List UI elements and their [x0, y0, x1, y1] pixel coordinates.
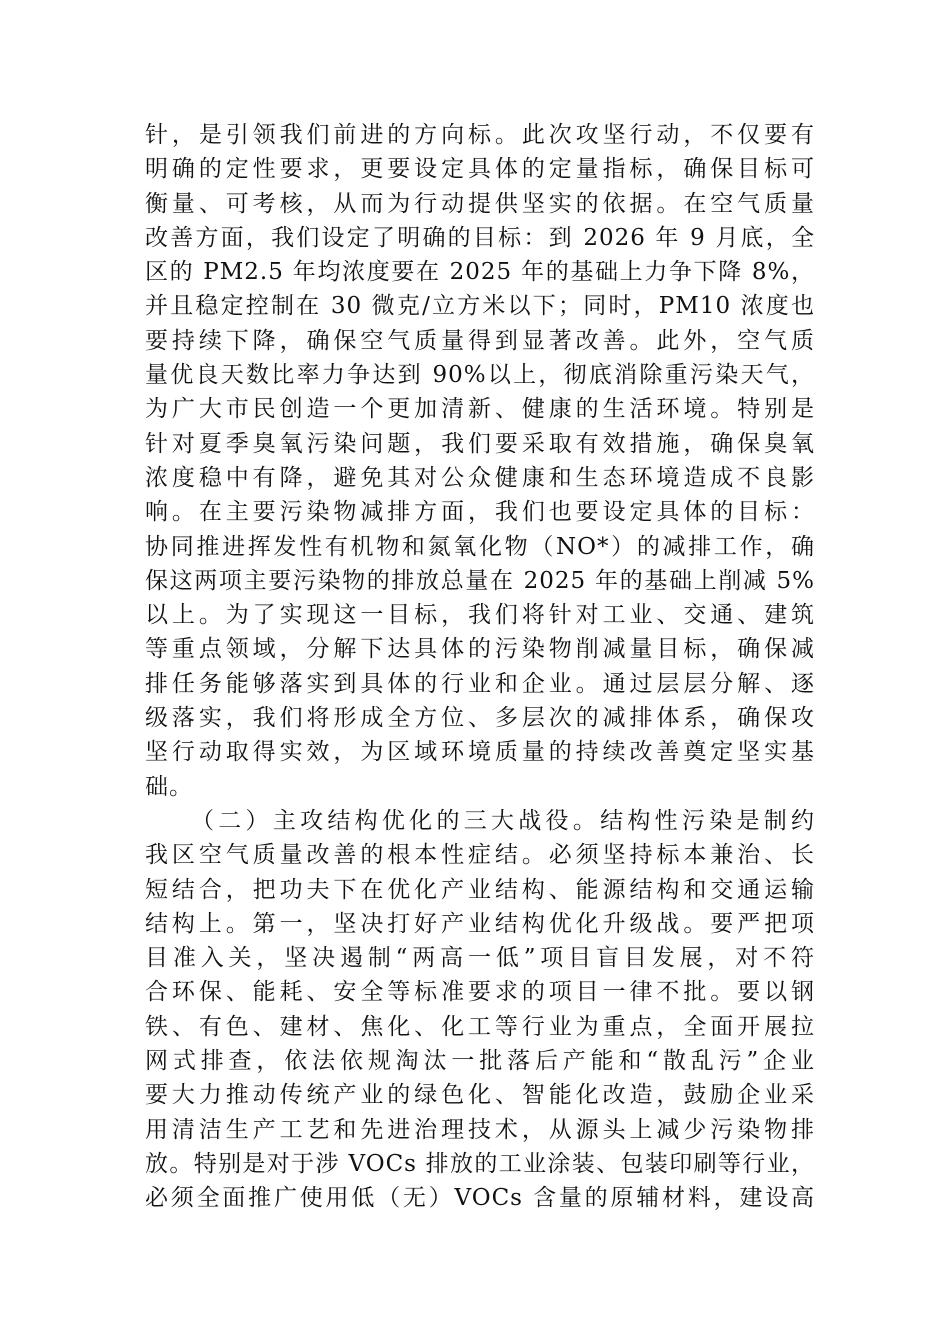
text-line: 放。特别是对于涉 VOCs 排放的工业涂装、包装印刷等行业， — [145, 1150, 815, 1177]
text-line: 必须全面推广使用低（无）VOCs 含量的原辅材料，建设高 — [145, 1185, 815, 1212]
text-line: 要持续下降，确保空气质量得到显著改善。此外，空气质 — [145, 327, 815, 354]
text-line: 针对夏季臭氧污染问题，我们要采取有效措施，确保臭氧 — [145, 430, 815, 457]
text-line: 浓度稳中有降，避免其对公众健康和生态环境造成不良影 — [145, 464, 815, 491]
text-line: 铁、有色、建材、焦化、化工等行业为重点，全面开展拉 — [145, 1013, 815, 1040]
text-line: 要大力推动传统产业的绿色化、智能化改造，鼓励企业采 — [145, 1082, 815, 1109]
text-line: 合环保、能耗、安全等标准要求的项目一律不批。要以钢 — [145, 979, 815, 1006]
text-line: 响。在主要污染物减排方面，我们也要设定具体的目标： — [145, 499, 815, 526]
text-line: 用清洁生产工艺和先进治理技术，从源头上减少污染物排 — [145, 1116, 815, 1143]
text-line: 短结合，把功夫下在优化产业结构、能源结构和交通运输 — [145, 876, 815, 903]
text-line: 等重点领域，分解下达具体的污染物削减量目标，确保减 — [145, 636, 815, 663]
text-line: 改善方面，我们设定了明确的目标：到 2026 年 9 月底，全 — [145, 224, 815, 251]
text-line: 并且稳定控制在 30 微克/立方米以下；同时，PM10 浓度也 — [145, 293, 815, 320]
text-line: 量优良天数比率力争达到 90%以上，彻底消除重污染天气， — [145, 362, 815, 389]
text-line: 排任务能够落实到具体的行业和企业。通过层层分解、逐 — [145, 670, 815, 697]
text-line: 我区空气质量改善的根本性症结。必须坚持标本兼治、长 — [145, 842, 815, 869]
text-line: 衡量、可考核，从而为行动提供坚实的依据。在空气质量 — [145, 190, 815, 217]
section-heading-line: （二）主攻结构优化的三大战役。结构性污染是制约 — [191, 807, 815, 834]
text-line: 保这两项主要污染物的排放总量在 2025 年的基础上削减 5% — [145, 567, 815, 594]
text-line: 坚行动取得实效，为区域环境质量的持续改善奠定坚实基 — [145, 739, 815, 766]
text-line: 针，是引领我们前进的方向标。此次攻坚行动，不仅要有 — [145, 122, 815, 148]
text-line: 以上。为了实现这一目标，我们将针对工业、交通、建筑 — [145, 602, 815, 629]
text-line: 网式排查，依法依规淘汰一批落后产能和“散乱污”企业 — [145, 1048, 815, 1075]
text-line: 结构上。第一，坚决打好产业结构优化升级战。要严把项 — [145, 910, 815, 937]
text-line: 明确的定性要求，更要设定具体的定量指标，确保目标可 — [145, 156, 815, 183]
text-line: 级落实，我们将形成全方位、多层次的减排体系，确保攻 — [145, 705, 815, 732]
text-line: 区的 PM2.5 年均浓度要在 2025 年的基础上力争下降 8%， — [145, 259, 815, 286]
body-text — [145, 118, 815, 1216]
text-line: 础。 — [145, 773, 193, 800]
text-line: 为广大市民创造一个更加清新、健康的生活环境。特别是 — [145, 396, 815, 423]
text-line: 协同推进挥发性有机物和氮氧化物（NO*）的减排工作，确 — [145, 533, 815, 560]
text-line: 目准入关，坚决遏制“两高一低”项目盲目发展，对不符 — [145, 945, 815, 972]
